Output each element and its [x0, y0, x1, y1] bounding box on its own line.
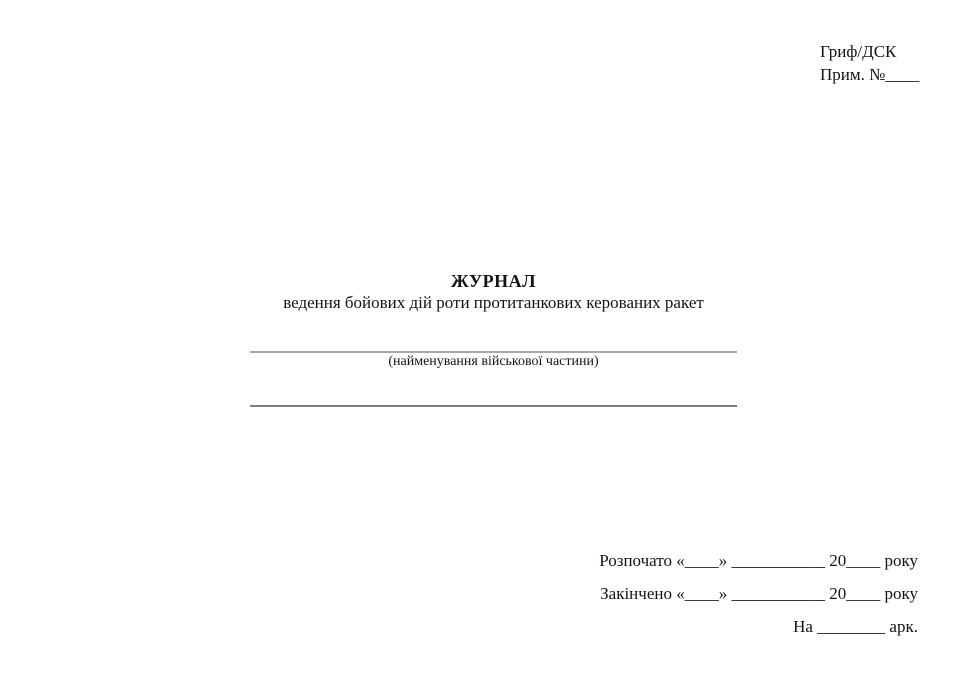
footer-block	[599, 550, 918, 649]
finished-line: Закінчено «____» ___________ 20____ року	[600, 584, 918, 603]
second-blank-line	[250, 405, 737, 407]
unit-name-caption: (найменування військової частини)	[388, 354, 599, 369]
sheet-count-line: На ________ арк.	[793, 617, 918, 636]
page-subtitle: ведення бойових дій роти протитанкових керованих ракет	[283, 293, 704, 312]
title-block	[250, 271, 737, 313]
page-title: ЖУРНАЛ	[450, 271, 537, 291]
started-line: Розпочато «____» ___________ 20____ року	[599, 551, 918, 570]
classification-block	[820, 40, 919, 86]
copy-number-line: Прим. №____	[820, 65, 920, 84]
classification-stamp: Гриф/ДСК	[820, 42, 897, 61]
